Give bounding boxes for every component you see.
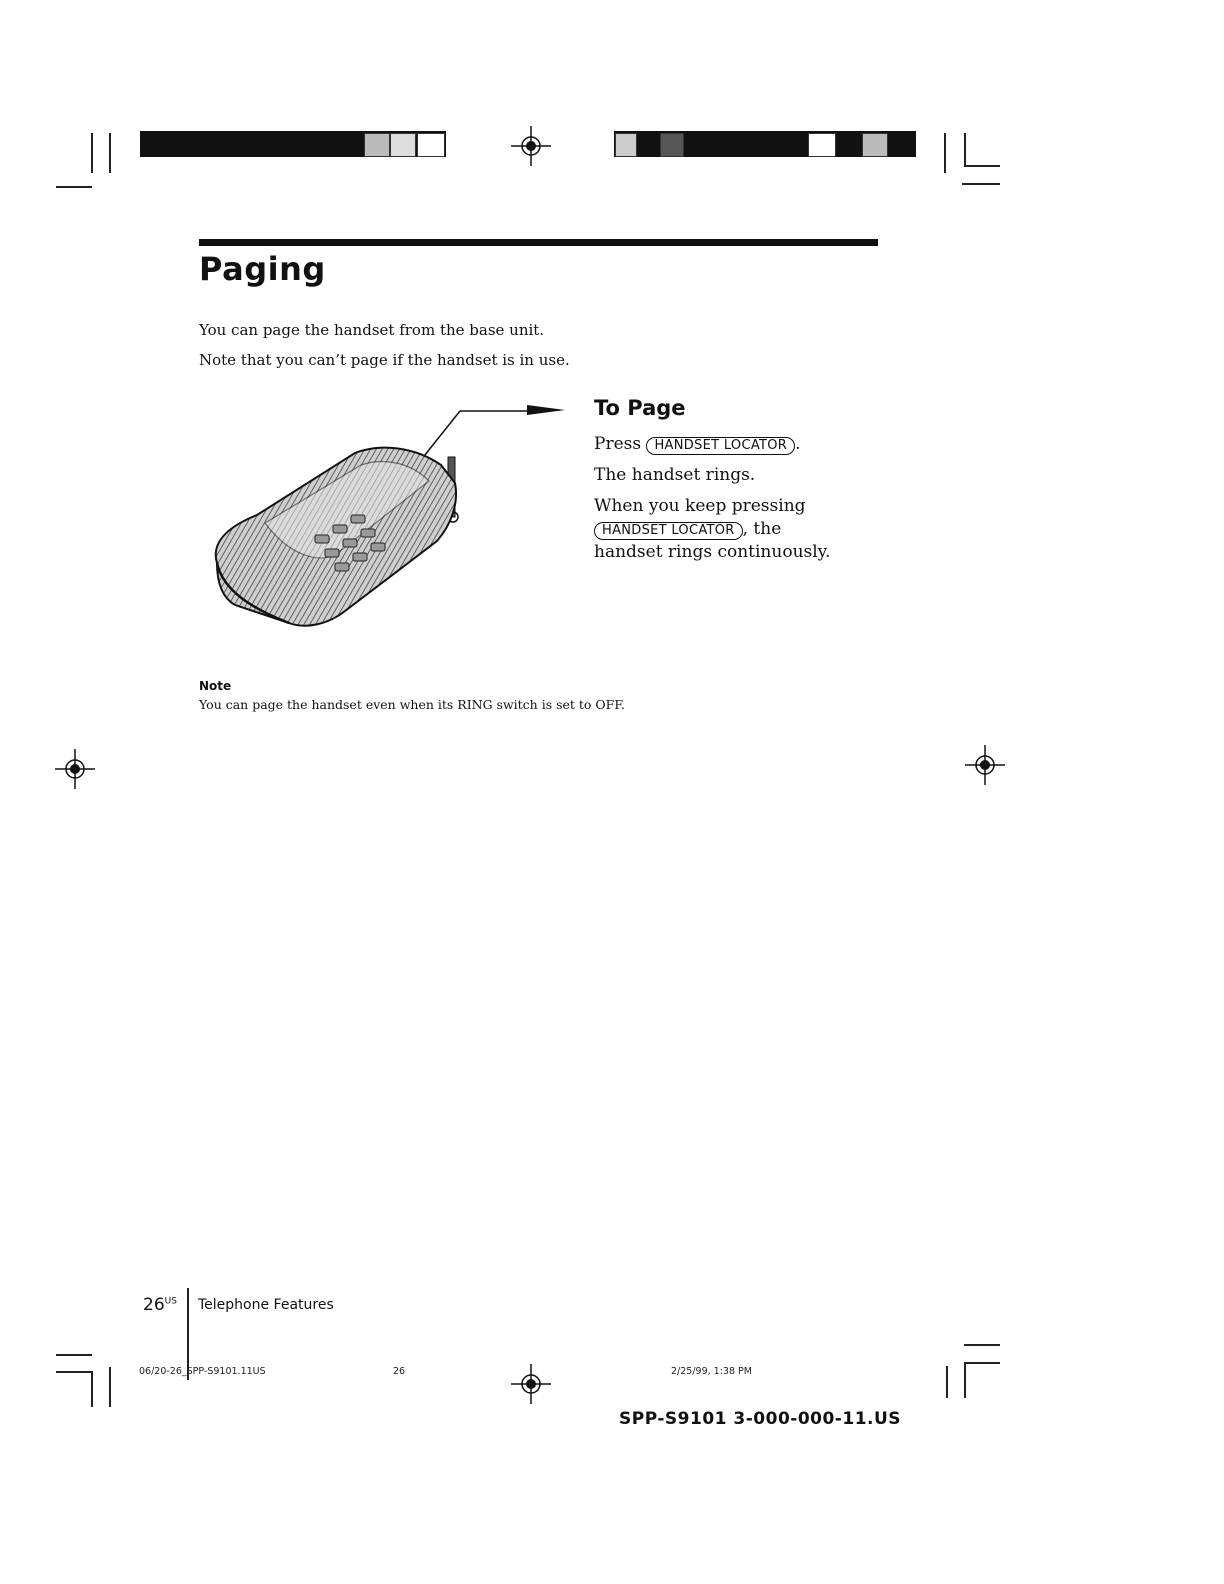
hold-suffix: , the bbox=[742, 519, 782, 539]
procedure-heading: To Page bbox=[594, 396, 686, 420]
press-word: Press bbox=[594, 434, 642, 454]
handset-locator-key: HANDSET LOCATOR bbox=[594, 522, 743, 540]
registration-mark-icon bbox=[965, 745, 1005, 785]
page-number bbox=[143, 1295, 177, 1315]
slug-datetime: 2/25/99, 1:38 PM bbox=[671, 1366, 752, 1377]
intro-line-2: Note that you can’t page if the handset is in use. bbox=[199, 351, 570, 369]
slug-page: 26 bbox=[393, 1366, 406, 1377]
step-end: . bbox=[795, 434, 801, 454]
registration-mark-icon bbox=[511, 1364, 551, 1404]
hold-line-1: When you keep pressing bbox=[594, 496, 806, 516]
section-name: Telephone Features bbox=[198, 1297, 334, 1313]
registration-mark-icon bbox=[511, 126, 551, 166]
page-number-value: 26 bbox=[143, 1295, 165, 1315]
note-text: You can page the handset even when its RING switch is set to OFF. bbox=[199, 697, 626, 712]
handset-locator-key: HANDSET LOCATOR bbox=[646, 437, 795, 455]
page-title: Paging bbox=[199, 250, 326, 288]
slug-file: 06/20-26_SPP-S9101.11US bbox=[139, 1366, 266, 1377]
cordless-phone-base-unit-icon bbox=[205, 395, 575, 640]
title-rule bbox=[199, 239, 878, 246]
hold-line-2 bbox=[594, 519, 781, 540]
step-press bbox=[594, 434, 801, 455]
intro-line-1: You can page the handset from the base unit. bbox=[199, 321, 545, 339]
note-heading: Note bbox=[199, 679, 232, 693]
hold-line-3: handset rings continuously. bbox=[594, 542, 831, 562]
model-code: SPP-S9101 3-000-000-11.US bbox=[619, 1409, 902, 1429]
registration-mark-icon bbox=[55, 749, 95, 789]
step-result: The handset rings. bbox=[594, 465, 756, 485]
page-number-suffix: US bbox=[164, 1296, 177, 1307]
